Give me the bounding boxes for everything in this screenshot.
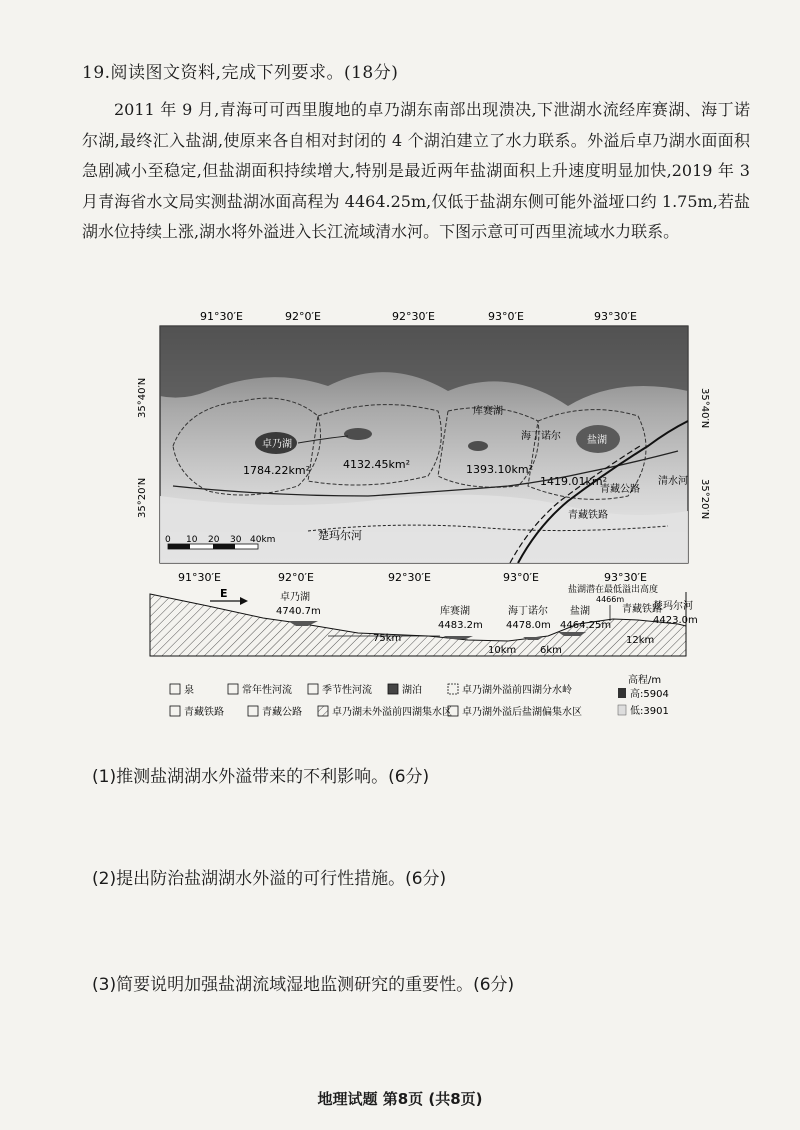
- sub-question-3: (3)简要说明加强盐湖流域湿地监测研究的重要性。(6分): [92, 975, 515, 995]
- legend-item: 青藏公路: [262, 707, 302, 718]
- profile-distance: 10km: [488, 645, 517, 656]
- elev-low-swatch: [618, 705, 626, 715]
- overflow-elev: 4466m: [596, 595, 625, 604]
- top-lon-label: 91°30′E: [200, 310, 243, 323]
- legend-item: 泉: [184, 685, 194, 696]
- seasonal-river-icon: [308, 684, 318, 694]
- bottom-lon-label: 92°30′E: [388, 571, 431, 584]
- spring-icon: [170, 684, 180, 694]
- legend-item: 青藏铁路: [184, 707, 224, 718]
- lat-label-left: 35°20′N: [137, 477, 148, 518]
- top-lon-label: 92°0′E: [285, 310, 321, 323]
- profile-direction: E: [220, 587, 228, 600]
- legend: [170, 673, 669, 718]
- profile-elev: 4740.7m: [276, 606, 321, 617]
- lake-haiding: [468, 441, 488, 451]
- lat-label-right: 35°20′N: [699, 479, 710, 520]
- bottom-lon-label: 93°30′E: [604, 571, 647, 584]
- river-label-qingshui: 清水河: [658, 476, 688, 487]
- river-label-chumaer: 楚玛尔河: [318, 529, 362, 542]
- area-label: 1419.01km²: [540, 475, 607, 488]
- lake-label-yanhu: 盐湖: [587, 435, 607, 446]
- legend-item: 卓乃湖外溢后盐湖偏集水区: [462, 707, 582, 718]
- elevation-profile: [150, 583, 698, 656]
- road-label: 青藏公路: [600, 484, 640, 495]
- top-lon-label: 93°0′E: [488, 310, 524, 323]
- question-passage: [82, 95, 750, 248]
- basin-before-icon: [318, 706, 328, 716]
- question-title: 19.阅读图文资料,完成下列要求。(18分): [82, 63, 399, 83]
- legend-item: 湖泊: [402, 685, 422, 696]
- legend-elev-title: 高程/m: [628, 675, 662, 686]
- passage-paragraph: 2011 年 9 月,青海可可西里腹地的卓乃湖东南部出现溃决,下泄湖水流经库赛湖、海丁诺尔湖,最终汇入盐湖,使原来各自相对封闭的 4 个湖泊建立了水力联系。外溢后卓乃湖水面面积急剧减小至稳定,但盐湖面积持续增大,特别是最近两年盐湖面积上升速度明显加快,2019 年 3 月青海省水文局实测盐湖冰面高程为 4464.25m,仅低于盐湖东侧可能外溢垭口约 1.75m,若盐湖水位持续上涨,湖水将外溢进入长江流域清水河。下图示意可可西里流域水力联系。: [82, 100, 750, 241]
- railway-label: 青藏铁路: [568, 510, 608, 521]
- scale-tick: 20: [208, 535, 220, 545]
- scale-tick: 30: [230, 535, 242, 545]
- watershed-icon: [448, 684, 458, 694]
- top-lon-label: 92°30′E: [392, 310, 435, 323]
- profile-distance: 6km: [540, 645, 562, 656]
- bottom-lon-label: 91°30′E: [178, 571, 221, 584]
- page-footer: 地理试题 第8页 (共8页): [317, 1090, 483, 1108]
- legend-elev-low: 低:3901: [630, 706, 669, 717]
- area-label: 1784.22km²: [243, 464, 310, 477]
- legend-item: 常年性河流: [242, 685, 292, 696]
- area-label: 1393.10km²: [466, 463, 533, 476]
- map-figure: [137, 296, 710, 746]
- lake-label-haiding: 海丁诺尔: [521, 431, 561, 442]
- profile-label: 海丁诺尔: [508, 606, 548, 617]
- profile-elev: 4423.0m: [653, 615, 698, 626]
- profile-distance: 12km: [626, 635, 655, 646]
- lake-kusai: [344, 428, 372, 440]
- sub-question-2: (2)提出防治盐湖湖水外溢的可行性措施。(6分): [92, 869, 447, 889]
- lat-label-right: 35°40′N: [699, 388, 710, 429]
- lat-label-left: 35°40′N: [137, 377, 148, 418]
- profile-elev: 4478.0m: [506, 620, 551, 631]
- elev-high-swatch: [618, 688, 626, 698]
- legend-item: 季节性河流: [322, 685, 372, 696]
- highway-icon: [248, 706, 258, 716]
- legend-elev-high: 高:5904: [630, 689, 669, 700]
- perennial-river-icon: [228, 684, 238, 694]
- lake-icon: [388, 684, 398, 694]
- railway-icon: [170, 706, 180, 716]
- scale-tick: 10: [186, 535, 198, 545]
- lake-label-zhuonai: 卓乃湖: [262, 439, 292, 450]
- area-label: 4132.45km²: [343, 458, 410, 471]
- profile-label: 盐湖: [570, 606, 590, 617]
- profile-elev: 4483.2m: [438, 620, 483, 631]
- lake-label-kusai: 库赛湖: [473, 406, 503, 417]
- profile-label: 卓乃湖: [280, 592, 310, 603]
- profile-label: 库赛湖: [440, 606, 470, 617]
- scale-tick: 40km: [250, 535, 276, 545]
- scale-tick: 0: [165, 535, 171, 545]
- legend-item: 卓乃湖外溢前四湖分水岭: [462, 685, 572, 696]
- profile-label: 青藏铁路: [622, 604, 662, 615]
- profile-distance: 75km: [373, 633, 402, 644]
- overflow-note: 盐湖潜在最低溢出高度: [568, 585, 659, 595]
- bottom-lon-label: 93°0′E: [503, 571, 539, 584]
- profile-elev: 4464.25m: [560, 620, 612, 631]
- legend-item: 卓乃湖未外溢前四湖集水区: [332, 707, 452, 718]
- profile-label: 楚玛尔河: [653, 601, 693, 612]
- top-lon-label: 93°30′E: [594, 310, 637, 323]
- sub-question-1: (1)推测盐湖湖水外溢带来的不利影响。(6分): [92, 767, 430, 787]
- bottom-lon-label: 92°0′E: [278, 571, 314, 584]
